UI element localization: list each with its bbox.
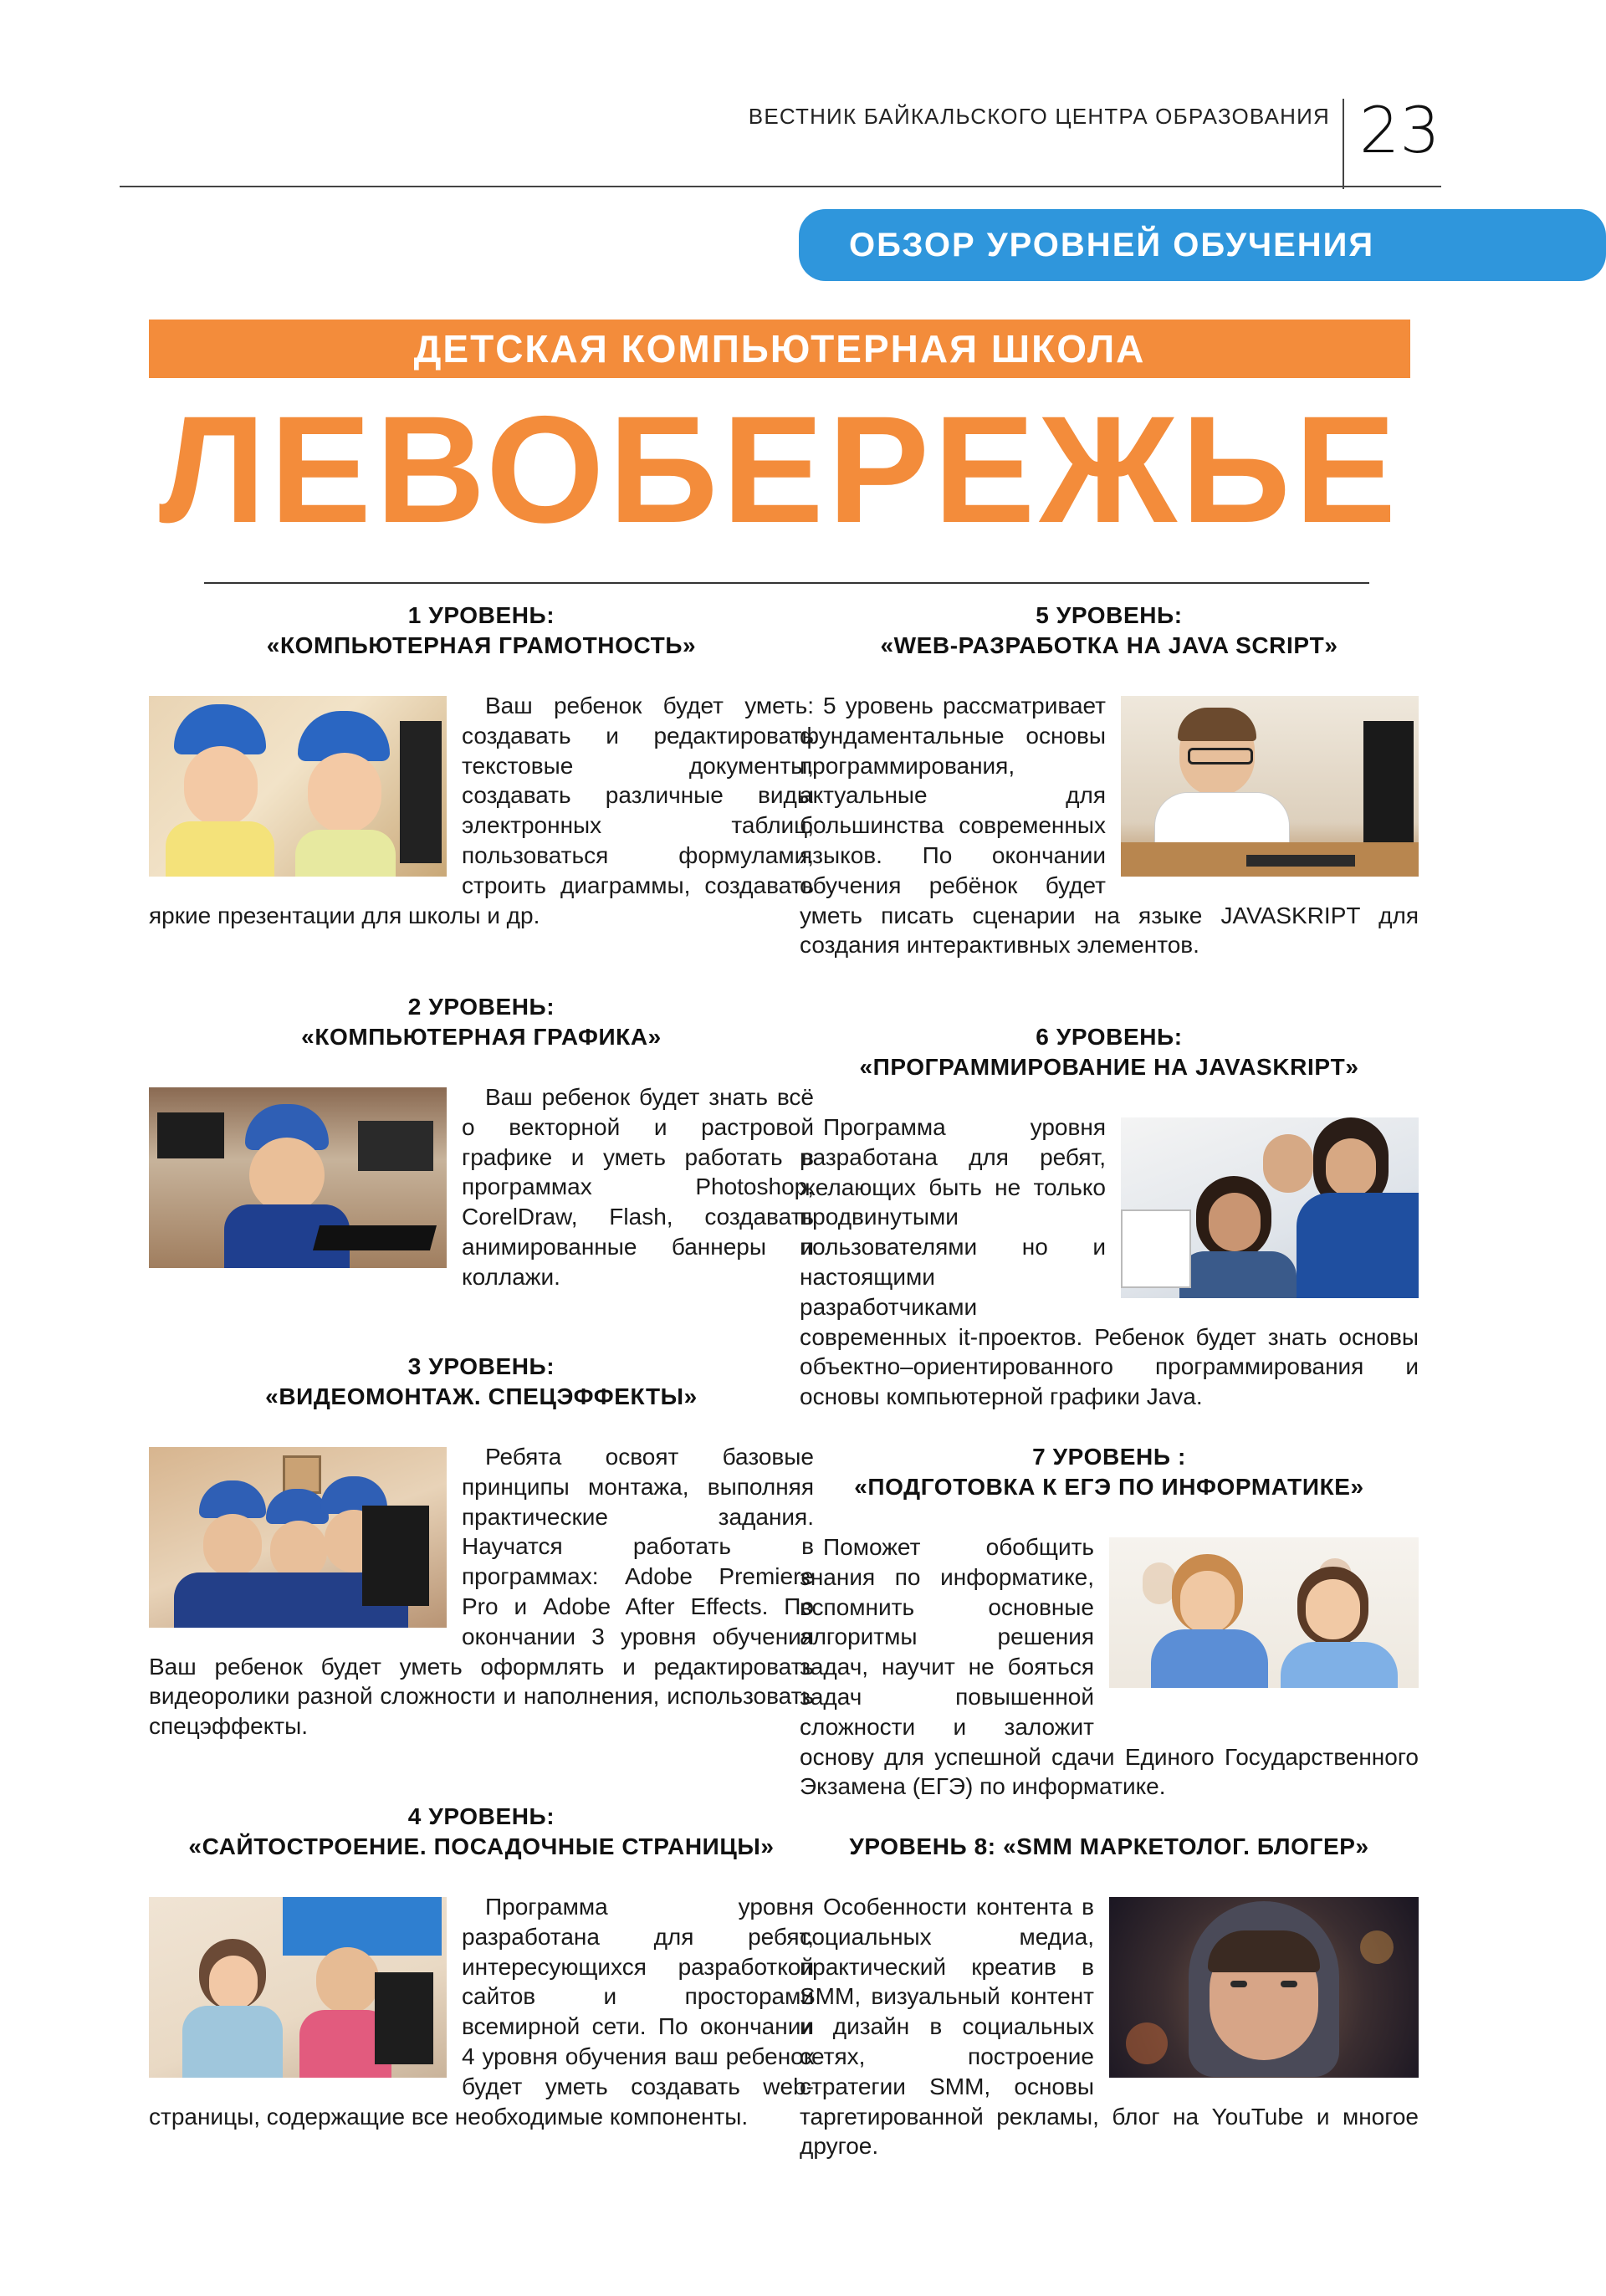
page-number: 23 [1359,93,1440,167]
level-6-photo [1121,1117,1419,1298]
level-description: Программа уровня разработана для ребят, желающих быть не только продвинутыми пользователями но и настоящими разработчиками современных it-проектов. Ребенок будет знать основы объектно–ориентированного программирования и основы компьютерной графики Java. [800,1114,1419,1410]
level-heading [800,1442,1419,1502]
level-5-block [800,601,1419,960]
level-heading [149,601,814,661]
level-name: «КОМПЬЮТЕРНАЯ ГРАФИКА» [301,1024,662,1050]
title-rule [204,582,1369,584]
level-number: 2 УРОВЕНЬ: [407,994,555,1020]
level-name: «WEB-РАЗРАБОТКА НА JAVA SCRIPT» [880,632,1338,658]
level-description: Поможет обобщить знания по информатике, вспомнить основные алгоритмы решения задач, научит не бояться задач повышенной сложности и заложит основу для успешной сдачи Единого Государственного Экзамена (ЕГЭ) по информатике. [800,1534,1419,1800]
level-name: «КОМПЬЮТЕРНАЯ ГРАМОТНОСТЬ» [266,632,697,658]
level-3-block [149,1352,814,1741]
level-name: «ПОДГОТОВКА К ЕГЭ ПО ИНФОРМАТИКЕ» [854,1474,1364,1500]
journal-title: ВЕСТНИК БАЙКАЛЬСКОГО ЦЕНТРА ОБРАЗОВАНИЯ [748,104,1330,129]
level-name: УРОВЕНЬ 8: «SMM МАРКЕТОЛОГ. БЛОГЕР» [849,1833,1369,1859]
level-number: 5 УРОВЕНЬ: [1036,602,1183,628]
level-6-block [800,1022,1419,1412]
section-label: ОБЗОР УРОВНЕЙ ОБУЧЕНИЯ [799,209,1606,281]
level-heading [800,1832,1419,1862]
level-description: Программа уровня разработана для ребят, интересующихся разработкой сайтов и просторами всемирной сети. По окончании 4 уровня обучения ваш ребенок будет уметь создавать web-страницы, содержащие все необходимые компоненты. [149,1894,814,2130]
level-name: «ВИДЕОМОНТАЖ. СПЕЦЭФФЕКТЫ» [265,1383,698,1409]
level-heading [800,601,1419,661]
level-description: Ваш ребенок будет уметь: создавать и редактировать текстовые документы, создавать различные виды электронных таблиц, пользоваться формулами, строить диаграммы, создавать яркие презентации для школы и др. [149,693,814,928]
level-4-block [149,1802,814,2131]
level-description: Особенности контента в социальных медиа, практический креатив в SMM, визуальный контент и дизайн в социальных сетях, построение стратегии SMM, основы таргетированной рекламы, блог на YouTube и многое другое. [800,1894,1419,2160]
level-number: 1 УРОВЕНЬ: [407,602,555,628]
level-2-photo [149,1087,447,1268]
level-heading [800,1022,1419,1082]
level-description: Ваш ребенок будет знать всё о векторной и растровой графике и уметь работать в программах Photoshop, CorelDraw, Flash, создавать анимированные баннеры и коллажи. [462,1084,814,1290]
level-8-block [800,1832,1419,2161]
level-name: «САЙТОСТРОЕНИЕ. ПОСАДОЧНЫЕ СТРАНИЦЫ» [188,1833,775,1859]
level-heading [149,1352,814,1412]
level-4-photo [149,1897,447,2078]
header-divider [1343,99,1344,189]
level-number: 6 УРОВЕНЬ: [1036,1024,1183,1050]
level-5-photo [1121,696,1419,877]
level-description: Ребята освоят базовые принципы монтажа, выполняя практические задания. Научатся работать в программах: Adobe Premiere Pro и Adobe After Effects. По окончании 3 уровня обучения Ваш ребенок будет уметь оформлять и редактировать видеоролики разной сложности и наполнения, использовать спецэффекты. [149,1444,814,1740]
level-heading [149,992,814,1052]
school-banner: ДЕТСКАЯ КОМПЬЮТЕРНАЯ ШКОЛА [149,320,1410,378]
level-number: 4 УРОВЕНЬ: [407,1803,555,1829]
header-rule [120,186,1441,187]
level-1-block [149,601,814,930]
level-7-block [800,1442,1419,1802]
level-name: «ПРОГРАММИРОВАНИЕ НА JAVASKRIPT» [859,1054,1359,1080]
level-2-block [149,992,814,1292]
page-title: ЛЕВОБЕРЕЖЬЕ [158,384,1401,555]
level-1-photo [149,696,447,877]
level-7-photo [1109,1537,1419,1718]
level-number: 7 УРОВЕНЬ : [1032,1444,1186,1470]
level-description: 5 уровень рассматривает фундаментальные основы программирования, актуальные для большинства современных языков. По окончании обучения ребёнок будет уметь писать сценарии на языке JAVASKRIPT для создания интерактивных элементов. [800,693,1419,959]
level-3-photo [149,1447,447,1628]
level-number: 3 УРОВЕНЬ: [407,1353,555,1379]
level-8-photo [1109,1897,1419,2078]
level-heading [149,1802,814,1862]
